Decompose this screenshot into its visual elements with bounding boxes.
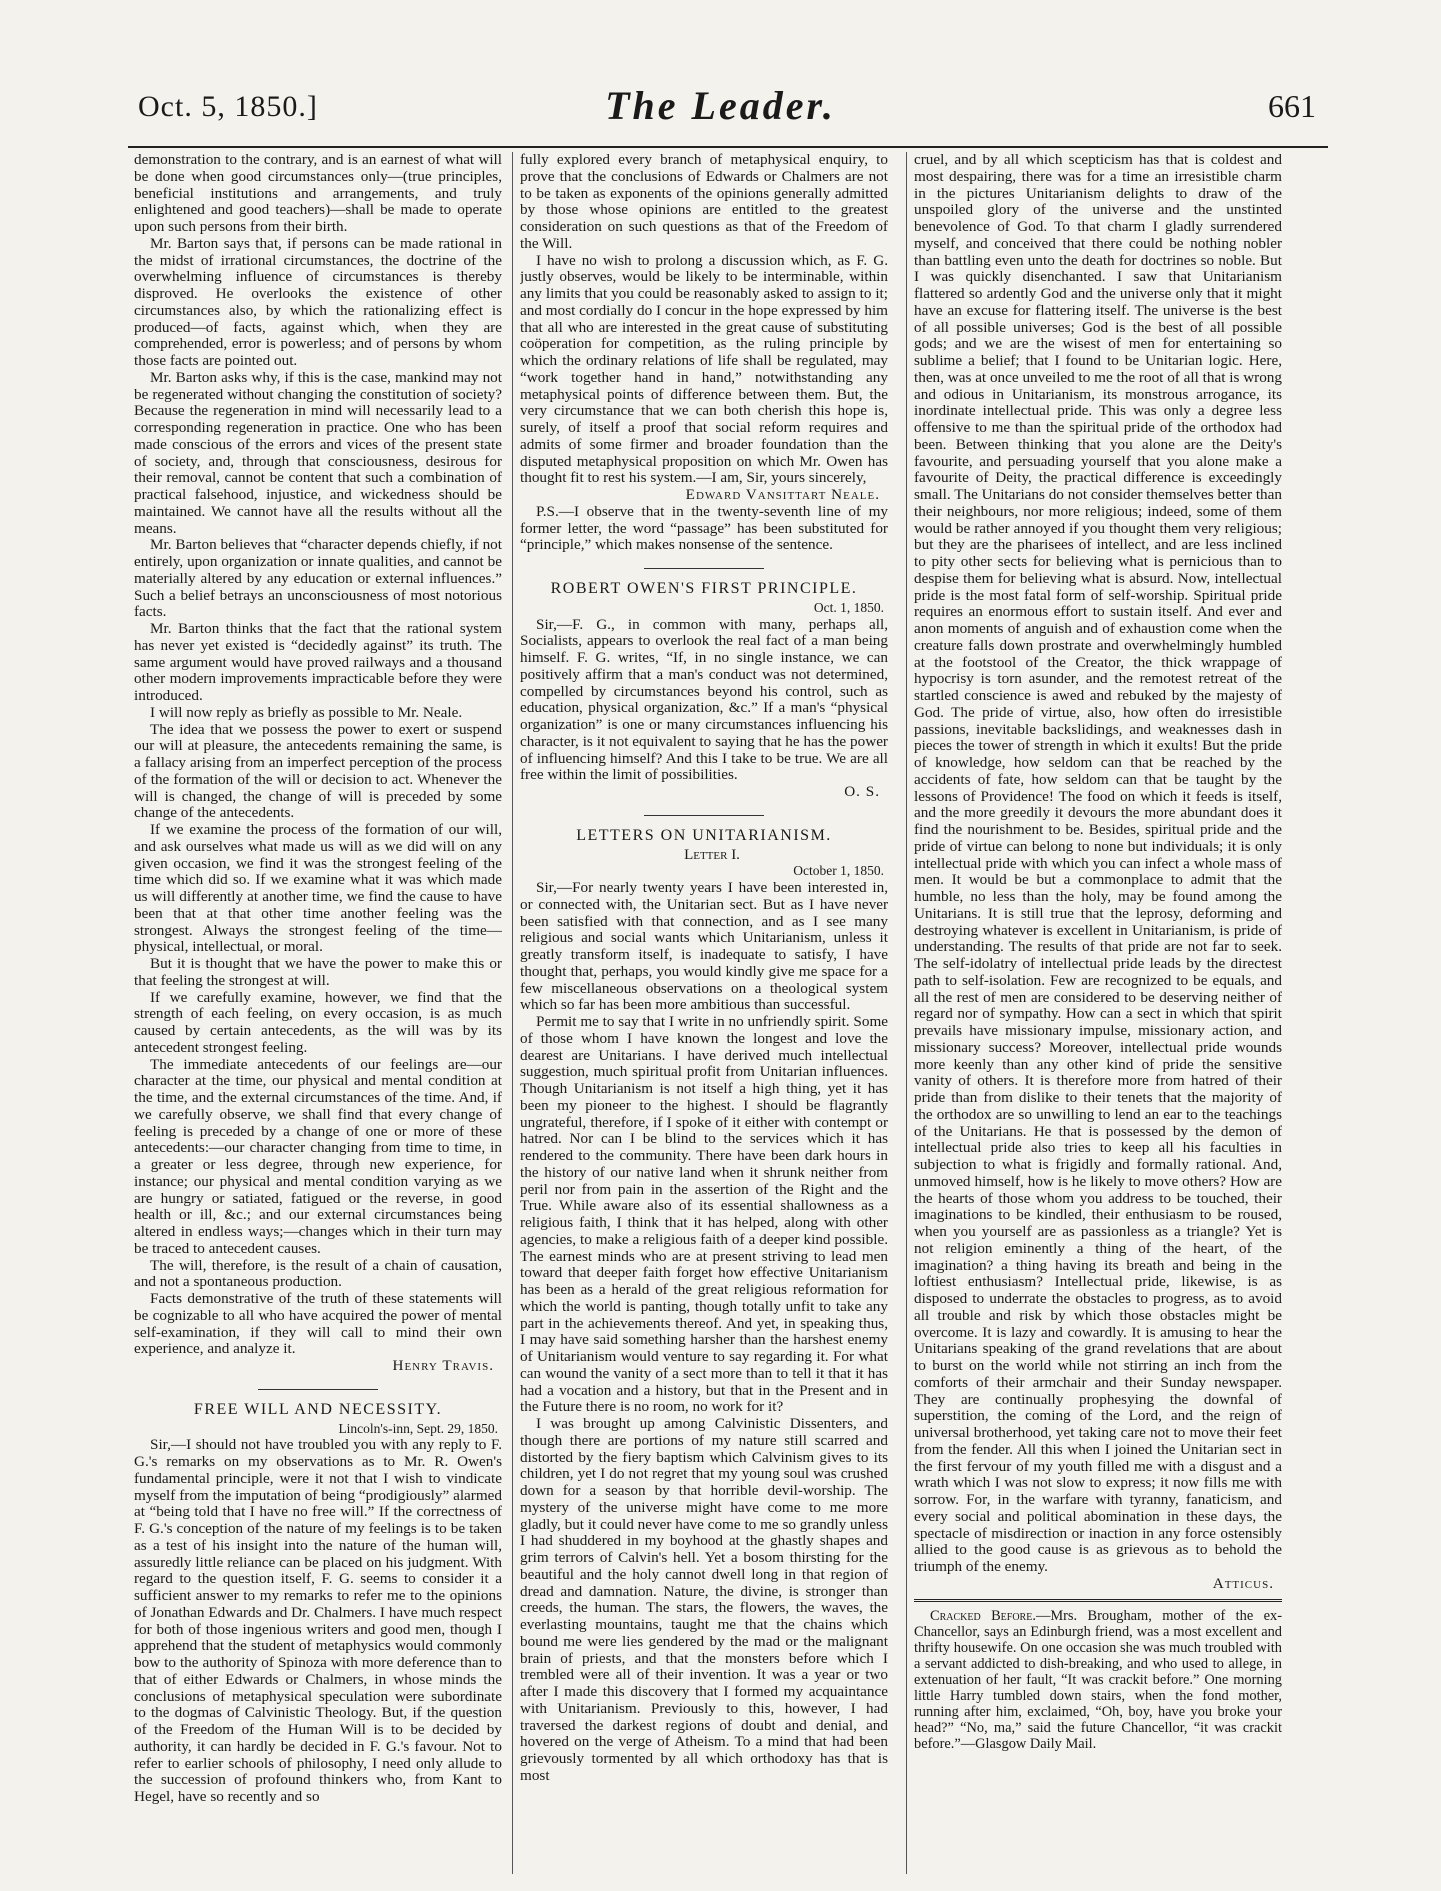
paragraph: Facts demonstrative of the truth of these statements will be cognizable to all who have acquired the power of mental self-examination, if they will call to mind their own experience, and analyze it. xyxy=(134,1290,502,1358)
paragraph: Mr. Barton thinks that the fact that the rational system has never yet existed is “decidedly against” its truth. The same argument would have proved railways and a thousand other modern improvements impracticable before they were introduced. xyxy=(134,620,502,704)
article-title-robert-owen: ROBERT OWEN'S FIRST PRINCIPLE. xyxy=(550,580,858,597)
paragraph: Sir,—I should not have troubled you with any reply to F. G.'s remarks on my observations as to Mr. R. Owen's fundamental principle, were it not that I wish to vindicate myself from the imputation of being “prodigiously” alarmed at “being told that I have no free will.” If the correctness of F. G.'s conception of the nature of my feelings is to be taken as a test of his insight into the nature of the human will, assuredly little reliance can be placed on his judgment. With regard to the question itself, F. G. seems to consider it a sufficient answer to my remarks to refer me to the opinions of Jonathan Edwards and Dr. Chalmers. I have much respect for both of those ingenious writers and good men, though I apprehend that the student of metaphysics would commonly bow to the authority of Spinoza with more deference than to that of either Edwards or Chalmers, in whose minds the conclusions of metaphysical speculation were subordinate to the dogmas of Calvinistic Theology. But, if the question of the Freedom of the Human Will is to be decided by authority, it can hardly be decided in F. G.'s favour. Not to refer to earlier schools of philosophy, I need only allude to the succession of profound thinkers who, from Kant to Hegel, have so recently and so xyxy=(134,1436,502,1805)
section-separator xyxy=(258,1389,378,1390)
paragraph: cruel, and by all which scepticism has that is coldest and most despairing, there was for a time an irresistible charm in the pictures Unitarianism delights to draw of the unspoiled glory of the universe and the unstinted benevolence of God. To that charm I gladly surrendered myself, and conceived that there could be nothing nobler than battling even unto the death for doctrines so noble. But I was quickly disenchanted. I saw that Unitarianism flattered so ardently God and the universe only that it might have an excuse for flattering itself. The universe is the best of all possible universes; God is the best of all possible gods; and we are the wisest of men for entertaining so sublime a belief; that I found to be Unitarian logic. Here, then, was at once unveiled to me the root of all that is wrong and odious in Unitarianism, its monstrous arrogance, its inordinate intellectual pride. This was only a degree less offensive to me than the spiritual pride of the orthodox had been. Between thinking that you alone are the Deity's favourite, and persuading yourself that you alone make a favourite of Deity, the practical difference is exceedingly small. The Unitarians do not consider themselves better than their neighbours, nor more religious; indeed, some of them would be rather annoyed if you thought them very religious; but they are the pharisees of intellect, and are less inclined to pity other sects for believing what is pernicious than to despise them for believing what is absurd. Now, intellectual pride is the most fatal form of self-worship. Spiritual pride requires an enormous effort to sustain itself. And ever and anon moments of anguish and of exhaustion come when the creature falls down prostrate and overwhelmingly humbled at the footstool of the Creator, the thick wrappage of hypocrisy is torn asunder, and the remotest retreat of the startled conscience is awed and rebuked by the majesty of God. The pride of virtue, also, how often do irresistible passions, inevitable backslidings, and weaknesses dash in pieces the tower of strength in which it exults! But the pride of knowledge, how seldom can that be reached by the accidents of fate, how seldom can that be taught by the lessons of Providence! The food on which it feeds is itself, and the more greedily it devours the more abundant does it find the nourishment to be. Besides, spiritual pride and the pride of virtue can belong to none but individuals; it is only intellectual pride with which you can infect a whole mass of men. It would be but a commonplace to admit that the humble, no less than the holy, may be found among the Unitarians. It is still true that the leprosy, deforming and destroying whatever is excellent in Unitarianism, is pride of understanding. The results of that pride are not far to seek. The self-idolatry of intellectual pride leads by the directest path to self-isolation. Few are recognized to be equals, and all the rest of men are considered to be deserving neither of regard nor of sympathy. How can a sect in which that spirit prevails have missionary impulse, missionary action, and missionary success? Moreover, intellectual pride wounds more keenly than any other kind of pride the sensitive vanity of others. It is therefore more from hatred of their pride than from dislike to their tenets that the majority of the orthodox are so unwilling to lend an ear to the teachings of the Unitarians. He that is possessed by the demon of intellectual pride also tries to keep all his faculties in subjection to what is frigidly and formally rational. And, unmoved himself, how is he likely to move others? How are the hearts of those whom you address to be touched, their imaginations to be kindled, their enthusiasm to be roused, when you yourself are as passionless as a triangle? Yet is not religion eminently a thing of the heart, of the imagination? a thing having its breath and being in the loftiest enthusiasm? Intellectual pride, likewise, is as disposed to underrate the obstacles to progress, as to avoid all trouble and risk by which those obstacles might be overcome. It is lazy and cowardly. It is amusing to hear the Unitarians speaking of the grand revelations that are about to burst on the world while not stirring an inch from the comforts of their armchair and their Sunday newspaper. They are continually prophesying the downfal of superstition, the coming of the Lord, and the reign of universal brotherhood, yet taking care not to move their feet from the fender. All this when I joined the Unitarian sect in the first fervour of my youth filled me with a disgust and a wrath which I was not slow to express; it now fills me with sorrow. For, in the warfare with tyranny, fanaticism, and every social and political abomination in these days, the spectacle of misdirection or inaction in any force ostensibly allied to the good cause is as grievous as to behold the triumph of the enemy. xyxy=(914,152,1282,1575)
paragraph: But it is thought that we have the power to make this or that feeling the strongest at will. xyxy=(134,955,502,989)
article-dateline: October 1, 1850. xyxy=(793,863,884,879)
signature-atticus: Atticus. xyxy=(1212,1574,1274,1592)
paragraph: fully explored every branch of metaphysical enquiry, to prove that the conclusions of Edwards or Chalmers are not to be taken as exponents of the opinions generally admitted by those whose opinions are entitled to the greatest consideration on such questions as that of the Freedom of the Will. xyxy=(520,152,888,252)
article-title-free-will: FREE WILL AND NECESSITY. xyxy=(193,1400,443,1418)
paragraph: The will, therefore, is the result of a chain of causation, and not a spontaneous production. xyxy=(134,1256,502,1291)
paragraph: Mr. Barton says that, if persons can be made rational in the midst of irrational circumstances, the doctrine of the overwhelming influence of circumstances is thereby disproved. He overlooks the existence of other circumstances also, by which the rationalizing effect is produced—of facts, against which, when they are comprehended, error is powerless; and of persons by whom those facts are pointed out. xyxy=(134,234,502,369)
news-note xyxy=(914,1608,1282,1752)
column-divider-2 xyxy=(906,152,907,1874)
signature-edward-vansittart-neale: Edward Vansittart Neale. xyxy=(685,486,880,503)
paragraph: I have no wish to prolong a discussion which, as F. G. justly observes, would be likely to be interminable, within any limits that you could be reasonably asked to assign to it; and most cordially do I concur in the hope expressed by him that all who are interested in the great cause of substituting coöperation for competition, as the ruling principle by which the ordinary relations of life shall be regulated, may “work together hand in hand,” notwithstanding any metaphysical points of difference between them. But, the very circumstance that we can both cherish this hope is, surely, of itself a proof that social reform requires and admits of some firmer and broader foundation than the disputed metaphysical proposition on which Mr. Owen has thought fit to rest his system.—I am, Sir, yours sincerely, xyxy=(520,251,888,487)
paragraph: The idea that we possess the power to exert or suspend our will at pleasure, the antecedents remaining the same, is a fallacy arising from an imperfect perception of the process of the formation of the will or decision to act. Whenever the will is changed, the change of will is preceded by some change of the antecedents. xyxy=(134,720,502,822)
column-2 xyxy=(520,152,888,1874)
signature-henry-travis: Henry Travis. xyxy=(392,1357,494,1374)
paragraph: The immediate antecedents of our feelings are—our character at the time, our physical and mental condition at the time, and the external circumstances of the time. And, if we carefully observe, we shall find that every change of feeling is preceded by a change of one or more of these antecedents:—our character changing from time to time, in a greater or less degree, through new experience, for instance; our physical and mental condition varying as we are hungry or satiated, fatigued or the reverse, in good health or ill, &c.; and our external circumstances being altered in endless ways;—changes which in their turn may be traced to antecedent causes. xyxy=(134,1055,502,1257)
note-lead: Cracked Before. xyxy=(930,1607,1036,1624)
signature-os: O. S. xyxy=(844,783,880,800)
header-rule xyxy=(128,146,1328,148)
masthead xyxy=(0,0,1441,140)
column-1 xyxy=(134,152,502,1874)
section-separator xyxy=(644,568,764,569)
paragraph: demonstration to the contrary, and is an earnest of what will be done when good circumstances only—(true principles, beneficial institutions and arrangements, and truly enlightened and good teachers)—shall be made to operate upon such persons from their birth. xyxy=(134,152,502,235)
paragraph: Sir,—For nearly twenty years I have been interested in, or connected with, the Unitarian sect. But as I have never been satisfied with that connection, and as I see many religious and social wants which Unitarianism, unless it greatly transform itself, is inadequate to satisfy, I have thought that, perhaps, you would kindly give me space for a few miscellaneous observations on a theological system which so far has been more ambitious than successful. xyxy=(520,879,888,1014)
paragraph: I was brought up among Calvinistic Dissenters, and though there are portions of my nature still scarred and distorted by the fiery baptism which Calvinism gives to its children, yet I do not regret that my young soul was crushed down for a season by that horrible devil-worship. The mystery of the universe might have come to me more gladly, but it could never have come to me so grandly unless I had shuddered in my boyhood at the ghastly shapes and grim terrors of Calvin's hell. Yet a bosom thirsting for the beautiful and the holy cannot dwell long in that region of dread and damnation. Nature, the divine, is stronger than creeds, the human. The stars, the flowers, the waves, the everlasting mountains, taught me that the chains which bound me were lies gendered by the mad or the malignant brain of priests, and that the monsters before which I trembled were all of their invention. It was a year or two after I made this discovery that I formed my acquaintance with Unitarianism. Previously to this, however, I had traversed the darkest regions of doubt and denial, and hovered on the verge of Atheism. To a mind that had been grievously tormented by all which orthodoxy has that is most xyxy=(520,1415,888,1784)
paragraph: Mr. Barton asks why, if this is the case, mankind may not be regenerated without changing the constitution of society? Because the regeneration in mind will necessarily lead to a corresponding regeneration in practice. One who has been made conscious of the errors and vices of the present state of society, and, through that consciousness, desirous for their removal, cannot be content that such a combination of practical falsehood, injustice, and wickedness should be maintained. We cannot have all the results without all the means. xyxy=(134,368,502,537)
note-text: —Mrs. Brougham, mother of the ex-Chancellor, says an Edinburgh friend, was a most excellent and thrifty housewife. On one occasion she was much troubled with a servant addicted to dish-breaking, and who used to allege, in extenuation of her fault, “It was crackit before.” One morning little Harry tumbled down stairs, when the fond mother, running after him, exclaimed, “Oh, boy, have you broke your head?” “No, ma,” said the future Chancellor, “it was crackit before.”—Glasgow Daily Mail. xyxy=(914,1607,1282,1752)
article-subtitle: Letter I. xyxy=(684,846,740,863)
article-dateline: Lincoln's-inn, Sept. 29, 1850. xyxy=(338,1420,498,1436)
section-double-rule xyxy=(914,1599,1282,1602)
column-divider-1 xyxy=(512,152,513,1874)
article-dateline: Oct. 1, 1850. xyxy=(813,599,884,615)
page-number: 661 xyxy=(1268,88,1316,124)
paragraph: I will now reply as briefly as possible to Mr. Neale. xyxy=(150,703,463,721)
newspaper-title: The Leader. xyxy=(605,83,836,128)
paragraph: If we examine the process of the formation of our will, and ask ourselves what made us will as we did will on any given occasion, we find it was the strongest feeling of the time which did so. If we examine what it was which made us will differently at another time, we find the cause to have been that at that other time another feeling was the strongest. Always the strongest feeling of the time—physical, intellectual, or moral. xyxy=(134,821,502,956)
issue-date: Oct. 5, 1850.] xyxy=(138,90,318,123)
paragraph: Sir,—F. G., in common with many, perhaps all, Socialists, appears to overlook the real fact of a man being himself. F. G. writes, “If, in no single instance, we can positively affirm that a man's conduct was not determined, compelled by circumstances beyond his control, such as education, physical organization, &c.” If a man's “physical organization” is one or many circumstances influencing his character, is it not equivalent to saying that he has the power of influencing himself? And this I take to be true. We are all free within the limit of possibilities. xyxy=(520,615,888,784)
paragraph: Permit me to say that I write in no unfriendly spirit. Some of those whom I have known the longest and love the dearest are Unitarians. I have derived much intellectual suggestion, much spiritual profit from Unitarian influences. Though Unitarianism is not itself a high thing, yet it has been my pioneer to the highest. I should be flagrantly ungrateful, therefore, if I spoke of it either with contempt or hatred. Nor can I be blind to the services which it has rendered to the community. There have been dark hours in the history of our native land when it shrunk neither from peril nor from pain in the assertion of the Right and the True. While aware also of its essential shallowness as a religious faith, I think that it has helped, along with other agencies, to make a religious faith of a deeper kind possible. The earnest minds who are at present striving to lead men toward that deeper faith forget how effective Unitarianism has been as a herald of the great religious reformation for which the world is panting, though totally unfit to take any part in the achievements thereof. And yet, in speaking thus, I may have said something harsher than the harshest enemy of Unitarianism would venture to say regarding it. For what can wound the vanity of a sect more than to tell it that it has had a vocation and a history, but that in the Present and in the Future there is no room, no work for it? xyxy=(520,1013,888,1416)
section-separator xyxy=(644,815,764,816)
paragraph: Mr. Barton believes that “character depends chiefly, if not entirely, upon organization or innate qualities, and cannot be materially altered by any education or external influences.” Such a belief betrays an unconsciousness of most notorious facts. xyxy=(134,536,502,621)
article-title-unitarianism: LETTERS ON UNITARIANISM. xyxy=(576,826,832,844)
paragraph: If we carefully examine, however, we find that the strength of each feeling, on every occasion, is as much caused by certain antecedents, as the will was by its antecedent strongest feeling. xyxy=(134,988,502,1056)
postscript: P.S.—I observe that in the twenty-seventh line of my former letter, the word “passage” has been substituted for “principle,” which makes nonsense of the sentence. xyxy=(520,502,888,554)
column-3 xyxy=(914,152,1282,1874)
